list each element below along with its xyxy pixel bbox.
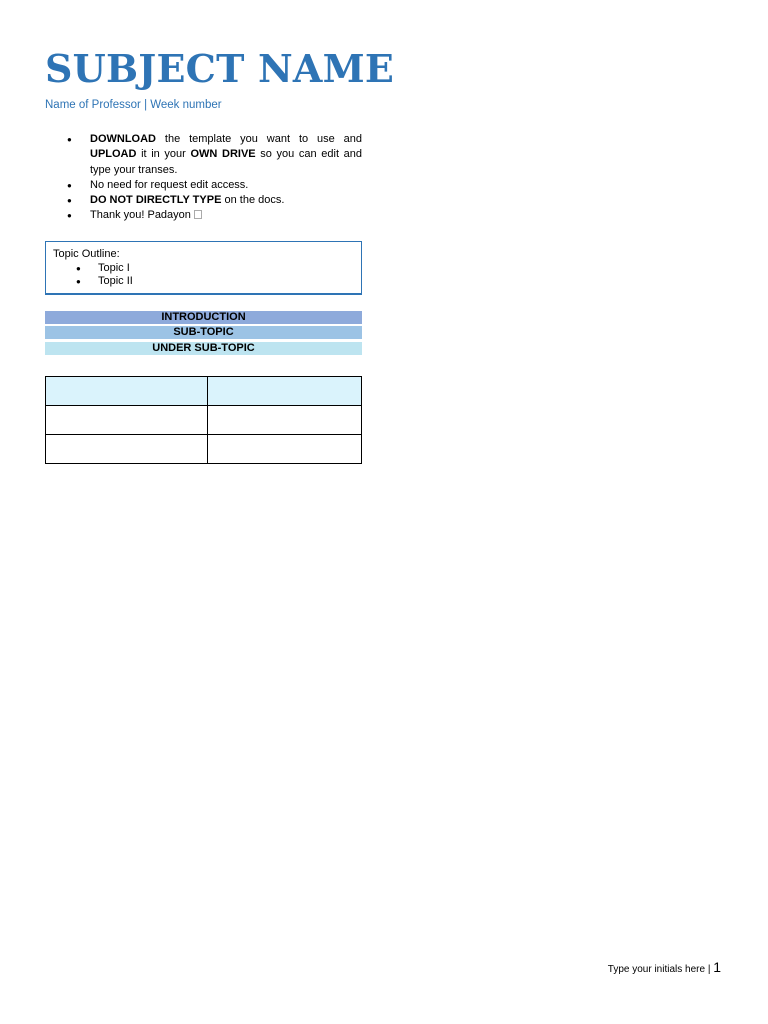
footer-initials: Type your initials here | <box>607 964 714 975</box>
topic-outline-box <box>45 241 362 295</box>
instruction-text: on the docs. <box>221 194 285 207</box>
table-cell[interactable] <box>208 435 362 464</box>
subject-title: SUBJECT NAME <box>45 46 395 91</box>
table-header-row <box>46 377 362 406</box>
content-table <box>45 376 362 464</box>
instruction-text: so you can edit and type your transes. <box>90 148 362 176</box>
heading-under-sub-topic: UNDER SUB-TOPIC <box>45 342 362 355</box>
page-footer <box>608 958 721 979</box>
topic-outline-label: Topic Outline: <box>53 248 120 260</box>
instruction-text: No need for request edit access. <box>90 178 249 191</box>
table-cell[interactable] <box>46 377 208 406</box>
instruction-emphasis: UPLOAD <box>90 148 137 161</box>
heading-sub-topic: SUB-TOPIC <box>45 326 362 339</box>
topic-outline-item: ● Topic II <box>53 275 354 289</box>
table-cell[interactable] <box>208 377 362 406</box>
instruction-text: the template you want to use and <box>156 133 362 145</box>
table-row <box>46 406 362 435</box>
table-row <box>46 435 362 464</box>
missing-glyph-icon <box>194 210 202 219</box>
heading-introduction: INTRODUCTION <box>45 311 362 324</box>
instruction-emphasis: DO NOT DIRECTLY TYPE <box>90 194 222 207</box>
instruction-item <box>45 132 362 178</box>
professor-week-subtitle: Name of Professor | Week number <box>45 99 222 111</box>
instruction-text: Thank you! Padayon <box>90 209 191 222</box>
instruction-item <box>45 208 362 223</box>
table-cell[interactable] <box>46 435 208 464</box>
page-number: 1 <box>713 959 721 975</box>
instruction-item <box>45 178 362 193</box>
table-cell[interactable] <box>208 406 362 435</box>
instruction-emphasis: OWN DRIVE <box>190 148 256 161</box>
topic-outline-item: ● Topic I <box>53 262 354 276</box>
instruction-text: it in your <box>136 148 191 161</box>
instruction-list <box>45 132 362 224</box>
table-cell[interactable] <box>46 406 208 435</box>
topic-outline-list <box>53 262 354 289</box>
instruction-item <box>45 193 362 208</box>
instruction-emphasis: DOWNLOAD <box>90 133 156 145</box>
